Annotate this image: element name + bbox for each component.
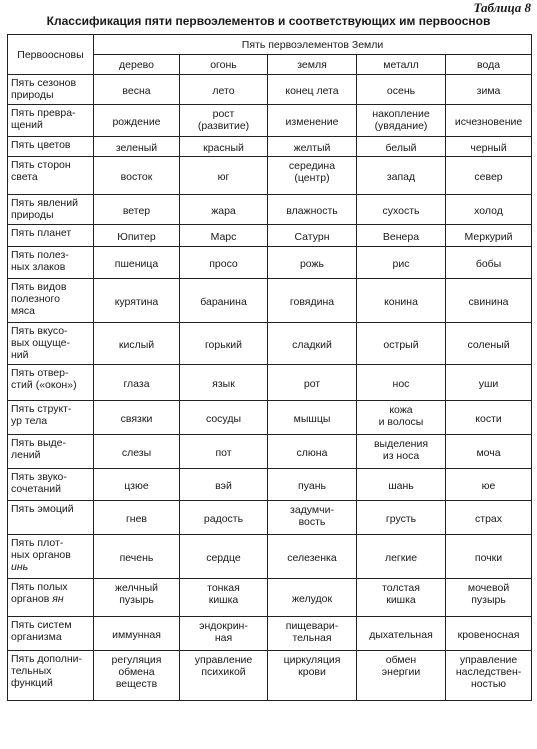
cell-line: север: [474, 171, 503, 183]
cell-line: Пять планет: [11, 227, 72, 239]
cell-line: крови: [298, 666, 326, 678]
row-header: [8, 617, 94, 651]
table-cell: [357, 469, 446, 501]
cell-line: восток: [120, 171, 153, 183]
cell-line: черный: [470, 142, 507, 154]
cell-line: печень: [119, 552, 154, 564]
cell-line: ний: [11, 349, 29, 361]
table-cell: [357, 365, 446, 401]
cell-line: веществ: [115, 678, 158, 690]
row-header: [8, 105, 94, 137]
cell-line: Пять превра-: [11, 107, 76, 119]
row-header: [8, 247, 94, 279]
cell-line: Пять звуко-: [11, 471, 67, 483]
row-header: [8, 323, 94, 365]
cell-line: Пять вкусо-: [11, 325, 68, 337]
table-number-label: Таблица 8: [473, 0, 531, 15]
cell-line: Пять дополни-: [11, 653, 82, 665]
cell-line: ных злаков: [11, 261, 66, 273]
table-cell: [180, 501, 268, 535]
row-header: [8, 401, 94, 435]
cell-line: мышцы: [293, 413, 331, 425]
row-header: [8, 435, 94, 469]
table-cell: [446, 195, 532, 225]
cell-line: Пять выде-: [11, 437, 67, 449]
cell-line: радость: [203, 513, 244, 525]
table-cell: [446, 617, 532, 651]
cell-line: грусть: [385, 513, 417, 525]
table-cell: [268, 137, 357, 157]
cell-line: бобы: [475, 258, 502, 270]
cell-line: дыхательная: [369, 629, 433, 641]
table-cell: [446, 105, 532, 137]
cell-line: сочетаний: [11, 483, 61, 495]
cell-line: Пять систем: [11, 619, 72, 631]
cell-line: желтый: [293, 142, 331, 154]
cell-line: стий («окон»): [11, 379, 77, 391]
table-row: [8, 195, 532, 225]
table-cell: [357, 247, 446, 279]
table-row: [8, 535, 532, 579]
table-cell: [94, 579, 180, 617]
row-header: [8, 75, 94, 105]
table-cell: [446, 75, 532, 105]
cell-line: кровеносная: [457, 629, 520, 641]
table-cell: [94, 105, 180, 137]
cell-line: глаза: [123, 378, 150, 390]
table-cell: [357, 617, 446, 651]
table-cell: [180, 617, 268, 651]
table-row: [8, 157, 532, 195]
cell-line: циркуляция: [283, 654, 341, 666]
cell-line: гнев: [125, 513, 148, 525]
table-cell: [180, 579, 268, 617]
cell-line: ур тела: [11, 415, 48, 427]
cell-line: функций: [11, 677, 53, 689]
cell-line: энергии: [381, 666, 421, 678]
table-cell: [94, 323, 180, 365]
table-row: [8, 435, 532, 469]
table-cell: [180, 247, 268, 279]
cell-line: пузырь: [471, 594, 506, 606]
table-cell: [357, 157, 446, 195]
cell-line: красный: [203, 142, 244, 154]
table-row: [8, 225, 532, 247]
cell-line: связки: [120, 413, 153, 425]
cell-line: Пять плот-: [11, 537, 64, 549]
cell-line: ная: [214, 632, 233, 644]
table-cell: [268, 501, 357, 535]
cell-line: соленый: [467, 339, 510, 351]
table-cell: [357, 651, 446, 701]
cell-line: регуляция: [111, 654, 162, 666]
table-cell: [268, 247, 357, 279]
classification-table: [7, 34, 532, 701]
cell-line: Венера: [382, 231, 420, 243]
row-header: [8, 157, 94, 195]
cell-line: обмена: [118, 666, 155, 678]
table-cell: [268, 157, 357, 195]
table-cell: [94, 247, 180, 279]
cell-line: страх: [475, 513, 503, 525]
cell-line: Пять цветов: [11, 139, 71, 151]
cell-line: вость: [298, 516, 326, 528]
cell-line: управление: [194, 654, 253, 666]
cell-line: кожа: [389, 404, 413, 416]
cell-line: запад: [386, 171, 416, 183]
table-cell: [446, 579, 532, 617]
cell-line: Пять структ-: [11, 403, 72, 415]
table-cell: [268, 401, 357, 435]
cell-line: холод: [474, 205, 503, 217]
table-cell: [180, 225, 268, 247]
table-cell: [94, 225, 180, 247]
cell-line: желчный: [114, 582, 159, 594]
cell-line: кости: [475, 413, 502, 425]
cell-line: тельных: [11, 665, 52, 677]
cell-line: осень: [386, 85, 416, 97]
table-cell: [357, 105, 446, 137]
table-cell: [446, 323, 532, 365]
cell-line: пуань: [298, 480, 326, 492]
row-header: [8, 279, 94, 323]
table-row: [8, 365, 532, 401]
table-cell: [94, 279, 180, 323]
table-cell: [180, 535, 268, 579]
cell-line: мочевой: [467, 582, 510, 594]
cell-line: Юпитер: [117, 231, 156, 243]
header-group: Пять первоэлементов Земли: [94, 35, 532, 55]
table-cell: [94, 435, 180, 469]
cell-line: горький: [204, 339, 243, 351]
cell-line: Сатурн: [294, 231, 330, 243]
cell-line: ностью: [471, 678, 507, 690]
cell-line: влажность: [286, 205, 338, 217]
cell-line: вых ощуще-: [11, 337, 70, 349]
table-cell: [357, 137, 446, 157]
cell-line: (увядание): [374, 120, 428, 132]
cell-line: органов ян: [11, 593, 64, 605]
table-cell: [180, 323, 268, 365]
row-header: [8, 195, 94, 225]
cell-line: Пять отвер-: [11, 367, 69, 379]
cell-line: слезы: [121, 447, 152, 459]
row-header: [8, 501, 94, 535]
cell-line: Меркурий: [464, 231, 513, 243]
cell-line: природы: [11, 89, 54, 101]
cell-line: жара: [211, 205, 236, 217]
cell-line: выделения: [373, 438, 429, 450]
cell-line: света: [11, 171, 38, 183]
header-element: земля: [268, 55, 357, 75]
cell-line: природы: [11, 209, 54, 221]
header-element: огонь: [180, 55, 268, 75]
table-row: [8, 105, 532, 137]
table-cell: [268, 617, 357, 651]
cell-line: обмен: [385, 654, 417, 666]
row-header: [8, 225, 94, 247]
cell-line: слюна: [296, 447, 328, 459]
cell-line: шань: [388, 480, 414, 492]
table-row: [8, 469, 532, 501]
cell-line: сладкий: [292, 339, 332, 351]
cell-line: кишка: [386, 594, 416, 606]
cell-line: рожь: [299, 258, 325, 270]
row-header: [8, 137, 94, 157]
cell-line: психикой: [201, 666, 246, 678]
table-cell: [446, 501, 532, 535]
cell-line: рот: [303, 378, 321, 390]
table-row: [8, 323, 532, 365]
cell-line: конец лета: [285, 85, 339, 97]
table-row: [8, 651, 532, 701]
cell-line: весна: [122, 85, 151, 97]
table-cell: [180, 651, 268, 701]
table-cell: [180, 195, 268, 225]
cell-line: сосуды: [205, 413, 242, 425]
header-element: вода: [446, 55, 532, 75]
cell-line: юг: [217, 171, 230, 183]
table-cell: [94, 195, 180, 225]
cell-line: пот: [215, 447, 232, 459]
cell-line: рис: [392, 258, 410, 270]
cell-line: ных органов: [11, 549, 71, 561]
table-cell: [94, 469, 180, 501]
cell-line: кишка: [208, 594, 239, 606]
cell-line: середина: [288, 160, 336, 172]
row-header: [8, 469, 94, 501]
cell-line: острый: [383, 339, 419, 351]
table-cell: [268, 435, 357, 469]
table-cell: [180, 469, 268, 501]
cell-line: эндокрин-: [199, 620, 248, 632]
cell-line: исчезновение: [454, 116, 523, 128]
table-title: Классификация пяти первоэлементов и соответствующих им первооснов: [46, 14, 491, 28]
header-element: металл: [357, 55, 446, 75]
table-cell: [446, 157, 532, 195]
cell-line: толстая: [382, 582, 420, 594]
cell-line: сердце: [206, 552, 241, 564]
table-cell: [357, 75, 446, 105]
table-cell: [268, 75, 357, 105]
cell-line: организма: [11, 631, 62, 643]
cell-line: наследствен-: [455, 666, 522, 678]
table-cell: [268, 195, 357, 225]
table-cell: [446, 535, 532, 579]
table-row: [8, 247, 532, 279]
table-cell: [446, 225, 532, 247]
cell-line: селезенка: [287, 552, 337, 564]
table-cell: [94, 535, 180, 579]
table-cell: [357, 579, 446, 617]
cell-line: рост: [212, 108, 235, 120]
table-cell: [180, 279, 268, 323]
table-cell: [94, 401, 180, 435]
cell-line: Пять сторон: [11, 159, 71, 171]
table-cell: [357, 501, 446, 535]
table-cell: [94, 651, 180, 701]
header-first-col: Первоосновы: [8, 35, 94, 75]
cell-line: рождение: [112, 116, 161, 128]
table-cell: [357, 535, 446, 579]
table-cell: [446, 137, 532, 157]
cell-line: ветер: [122, 205, 151, 217]
table-row: [8, 75, 532, 105]
table-row: [8, 401, 532, 435]
cell-line: юе: [481, 480, 496, 492]
cell-line: легкие: [384, 552, 418, 564]
table-cell: [357, 225, 446, 247]
cell-line: полезного: [11, 293, 60, 305]
table-cell: [94, 75, 180, 105]
table-cell: [268, 225, 357, 247]
table-cell: [180, 435, 268, 469]
cell-line: тонкая: [207, 582, 240, 594]
table-cell: [446, 651, 532, 701]
cell-line: конина: [384, 296, 418, 308]
row-header: [8, 651, 94, 701]
cell-line: задумчи-: [290, 504, 334, 516]
cell-line: уши: [478, 378, 499, 390]
row-header: [8, 579, 94, 617]
cell-line: сухость: [382, 205, 420, 217]
table-cell: [446, 279, 532, 323]
table-cell: [446, 435, 532, 469]
cell-line: (центр): [294, 172, 330, 184]
table-cell: [180, 137, 268, 157]
table-cell: [180, 401, 268, 435]
table-row: [8, 579, 532, 617]
cell-line: тельная: [292, 632, 332, 644]
table-cell: [268, 651, 357, 701]
cell-line: и волосы: [378, 416, 424, 428]
cell-line: иммунная: [112, 629, 161, 641]
table-cell: [268, 579, 357, 617]
cell-line: управление: [459, 654, 518, 666]
table-cell: [446, 247, 532, 279]
cell-line: (развитие): [197, 120, 250, 132]
table-cell: [357, 195, 446, 225]
cell-line: Пять сезонов: [11, 77, 77, 89]
table-cell: [446, 469, 532, 501]
table-cell: [94, 501, 180, 535]
table-cell: [357, 401, 446, 435]
cell-line: Пять явлений: [11, 197, 78, 209]
cell-line: почки: [474, 552, 503, 564]
table-cell: [357, 323, 446, 365]
table-cell: [446, 365, 532, 401]
cell-line: нос: [392, 378, 410, 390]
header-element: дерево: [94, 55, 180, 75]
table-cell: [268, 323, 357, 365]
cell-line: моча: [476, 447, 501, 459]
cell-line: пузырь: [119, 594, 154, 606]
table-cell: [268, 279, 357, 323]
cell-line: желудок: [291, 593, 333, 605]
cell-line: накопление: [372, 108, 430, 120]
cell-line: просо: [209, 258, 238, 270]
table-cell: [180, 157, 268, 195]
cell-line: цзюе: [124, 480, 149, 492]
cell-line: говядина: [289, 296, 335, 308]
table-cell: [268, 535, 357, 579]
cell-line: Пять видов: [11, 281, 67, 293]
row-header: [8, 365, 94, 401]
cell-line: вэй: [215, 480, 232, 492]
table-row: [8, 617, 532, 651]
cell-line: Пять эмоций: [11, 503, 74, 515]
cell-line: кислый: [118, 339, 155, 351]
cell-line: щений: [11, 119, 43, 131]
table-cell: [94, 137, 180, 157]
cell-line: Марс: [210, 231, 237, 243]
table-cell: [268, 365, 357, 401]
cell-line: Пять полых: [11, 581, 68, 593]
table-cell: [268, 105, 357, 137]
cell-line: белый: [385, 142, 417, 154]
table-row: [8, 279, 532, 323]
table-row: [8, 501, 532, 535]
row-header: [8, 535, 94, 579]
cell-line: из носа: [382, 450, 420, 462]
cell-line: мяса: [11, 305, 35, 317]
table-cell: [180, 105, 268, 137]
cell-line: язык: [212, 378, 235, 390]
table-cell: [180, 365, 268, 401]
cell-line: лений: [11, 449, 41, 461]
cell-line: изменение: [285, 116, 339, 128]
cell-line: пищевари-: [285, 620, 339, 632]
cell-line: зеленый: [115, 142, 158, 154]
cell-line: лето: [212, 85, 235, 97]
cell-line: зима: [476, 85, 501, 97]
table-cell: [94, 157, 180, 195]
table-row: [8, 137, 532, 157]
cell-line: Пять полез-: [11, 249, 69, 261]
cell-line: пшеница: [114, 258, 159, 270]
table-cell: [180, 75, 268, 105]
cell-line: курятина: [114, 296, 159, 308]
cell-line: баранина: [200, 296, 247, 308]
table-cell: [357, 279, 446, 323]
table-cell: [94, 365, 180, 401]
table-cell: [94, 617, 180, 651]
table-cell: [268, 469, 357, 501]
table-cell: [446, 401, 532, 435]
table-cell: [357, 435, 446, 469]
cell-line: свинина: [468, 296, 509, 308]
cell-line: инь: [11, 561, 29, 573]
